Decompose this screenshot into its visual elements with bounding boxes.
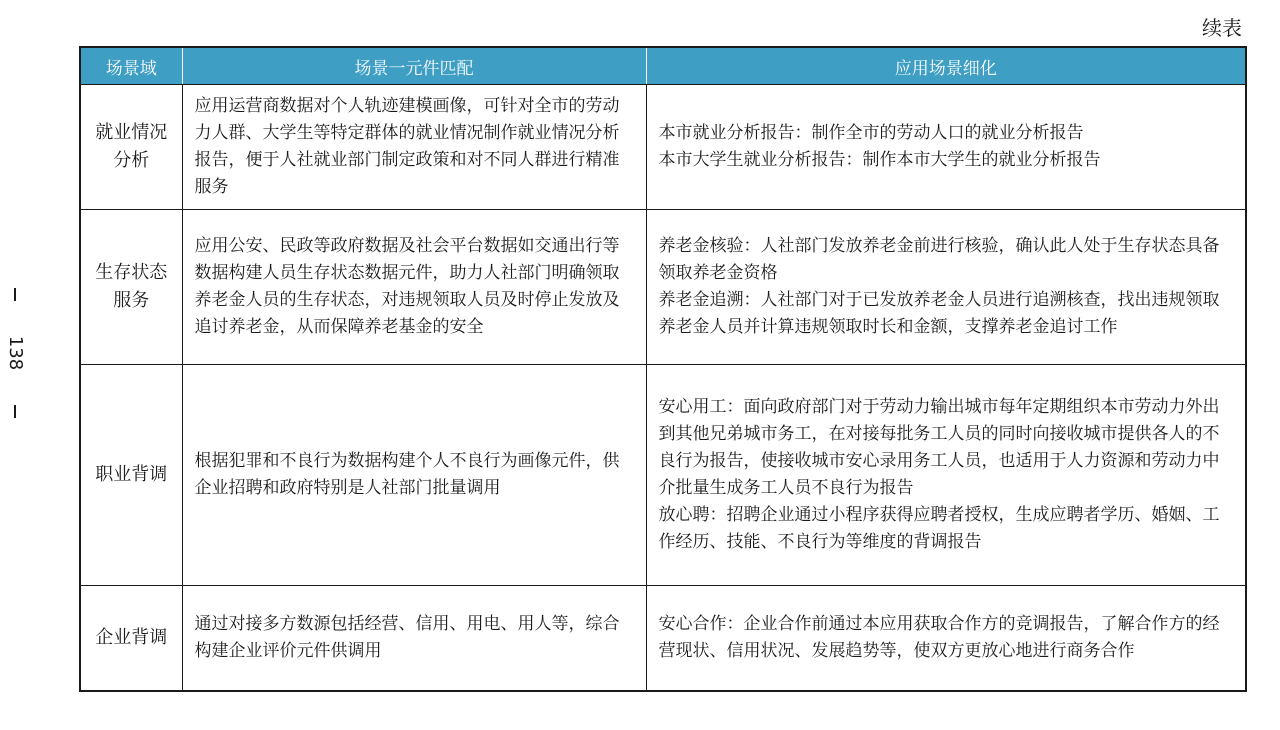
table-row xyxy=(80,85,1246,210)
header-application-scenario-detail: 应用场景细化 xyxy=(646,47,1246,85)
table-header-row xyxy=(80,47,1246,85)
page-number xyxy=(3,288,27,418)
scenario-domain-line: 生存状态 xyxy=(95,262,168,283)
continued-label: 续表 xyxy=(1202,16,1242,40)
scenario-detail-item: 本市大学生就业分析报告：制作本市大学生的就业分析报告 xyxy=(658,150,1101,170)
component-match-cell: 根据犯罪和不良行为数据构建个人不良行为画像元件，供企业招聘和政府特别是人社部门批量调用 xyxy=(182,365,646,586)
page-number-dash-top xyxy=(14,288,16,301)
scenario-table xyxy=(79,46,1247,692)
scenario-domain-line: 分析 xyxy=(113,150,150,171)
scenario-detail-cell xyxy=(646,85,1246,210)
scenario-domain-line: 服务 xyxy=(113,290,150,311)
scenario-domain-cell xyxy=(80,586,182,692)
scenario-domain-cell xyxy=(80,210,182,365)
scenario-domain-line: 职业背调 xyxy=(95,464,168,485)
header-scenario-component-match: 场景一元件匹配 xyxy=(182,47,646,85)
scenario-domain-line: 就业情况 xyxy=(95,122,168,143)
page-number-text: 138 xyxy=(5,335,27,371)
scenario-domain-line: 企业背调 xyxy=(95,627,168,648)
scenario-detail-item: 放心聘：招聘企业通过小程序获得应聘者授权，生成应聘者学历、婚姻、工作经历、技能、不良行为等维度的背调报告 xyxy=(658,505,1220,552)
scenario-detail-item: 本市就业分析报告：制作全市的劳动人口的就业分析报告 xyxy=(658,123,1084,143)
scenario-detail-item: 安心用工：面向政府部门对于劳动力输出城市每年定期组织本市劳动力外出到其他兄弟城市务工，在对接每批务工人员的同时向接收城市提供各人的不良行为报告，使接收城市安心录用务工人员，也适用于人力资源和劳动力中介批量生成务工人员不良行为报告 xyxy=(658,397,1220,498)
table-row xyxy=(80,365,1246,586)
scenario-detail-item: 安心合作：企业合作前通过本应用获取合作方的竞调报告，了解合作方的经营现状、信用状况、发展趋势等，使双方更放心地进行商务合作 xyxy=(658,614,1220,661)
header-scenario-domain: 场景域 xyxy=(80,47,182,85)
table-row xyxy=(80,210,1246,365)
scenario-domain-cell xyxy=(80,365,182,586)
scenario-detail-item: 养老金核验：人社部门发放养老金前进行核验，确认此人处于生存状态具备领取养老金资格 xyxy=(658,236,1220,283)
table-row xyxy=(80,586,1246,692)
scenario-detail-cell xyxy=(646,210,1246,365)
scenario-detail-cell xyxy=(646,365,1246,586)
component-match-cell: 应用运营商数据对个人轨迹建模画像，可针对全市的劳动力人群、大学生等特定群体的就业情况制作就业情况分析报告，便于人社就业部门制定政策和对不同人群进行精准服务 xyxy=(182,85,646,210)
scenario-domain-cell xyxy=(80,85,182,210)
page-number-dash-bottom xyxy=(14,405,16,418)
scenario-detail-item: 养老金追溯：人社部门对于已发放养老金人员进行追溯核查，找出违规领取养老金人员并计算违规领取时长和金额，支撑养老金追讨工作 xyxy=(658,290,1220,337)
component-match-cell: 应用公安、民政等政府数据及社会平台数据如交通出行等数据构建人员生存状态数据元件，助力人社部门明确领取养老金人员的生存状态，对违规领取人员及时停止发放及追讨养老金，从而保障养老基金的安全 xyxy=(182,210,646,365)
component-match-cell: 通过对接多方数源包括经营、信用、用电、用人等，综合构建企业评价元件供调用 xyxy=(182,586,646,692)
scenario-detail-cell xyxy=(646,586,1246,692)
